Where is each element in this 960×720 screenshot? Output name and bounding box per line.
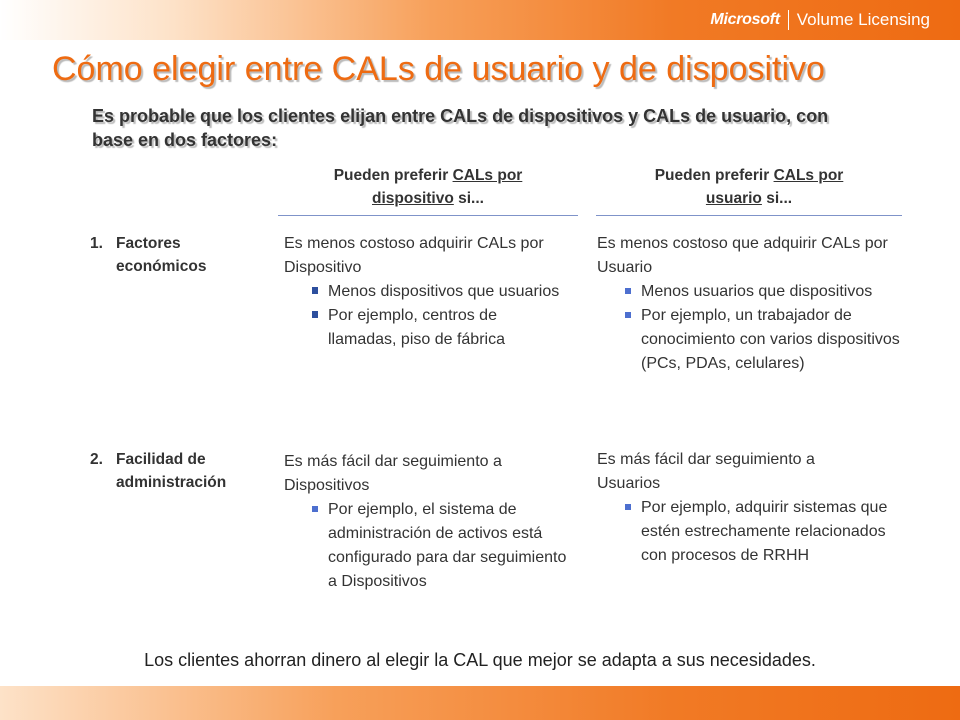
user-link-2: usuario — [705, 190, 762, 207]
footer-note: Los clientes ahorran dinero al elegir la CAL que mejor se adapta a sus necesidades. — [144, 650, 816, 670]
factor-number: 1. — [90, 235, 103, 252]
brand-divider — [788, 10, 789, 30]
factor-economic — [90, 232, 270, 278]
cell-lead: Es más fácil dar seguimiento a Usuarios — [597, 451, 815, 492]
user-link-1: CALs por — [773, 167, 844, 184]
cell-lead: Es menos costoso que adquirir CALs por Usuario — [597, 235, 888, 276]
list-item: Menos dispositivos que usuarios — [284, 280, 569, 304]
brand-company: Microsoft — [710, 11, 780, 28]
brand-logo — [710, 8, 930, 32]
intro-text: Es probable que los clientes elijan entre CALs de dispositivos y CALs de usuario, con base en dos factores: — [92, 106, 829, 150]
header-bar — [0, 0, 960, 40]
bullet-icon — [312, 311, 318, 318]
bullet-icon — [312, 506, 318, 512]
bullet-icon — [625, 288, 631, 294]
cell-economic-device — [284, 232, 569, 352]
device-link-2: dispositivo — [372, 190, 454, 207]
bullet-icon — [625, 504, 631, 510]
column-divider-user — [596, 215, 902, 216]
list-item: Menos usuarios que dispositivos — [597, 280, 932, 304]
list-item: Por ejemplo, centros de llamadas, piso de fábrica — [284, 304, 569, 352]
factor-number: 2. — [90, 451, 103, 468]
bullet-icon — [625, 312, 631, 318]
list-item: Por ejemplo, un trabajador de conocimiento con varios dispositivos (PCs, PDAs, celulares) — [597, 304, 932, 376]
cell-lead: Es menos costoso adquirir CALs por Dispositivo — [284, 235, 544, 276]
brand-product: Volume Licensing — [796, 10, 930, 29]
footer-bar — [0, 686, 960, 720]
list-item: Por ejemplo, adquirir sistemas que estén estrechamente relacionados con procesos de RRHH — [597, 496, 897, 568]
device-link-1: CALs por — [452, 167, 523, 184]
factor-label-cont: administración — [116, 474, 227, 491]
column-divider-device — [278, 215, 578, 216]
bullet-icon — [312, 287, 318, 294]
cell-management-user — [597, 448, 897, 568]
cell-economic-user — [597, 232, 932, 376]
factor-label-cont: económicos — [116, 258, 207, 275]
cell-lead: Es más fácil dar seguimiento a Dispositivos — [284, 453, 502, 494]
factor-label: Factores — [116, 235, 181, 252]
column-header-device: Pueden preferir CALs por dispositivo si... — [333, 167, 523, 207]
cell-management-device — [284, 450, 569, 594]
slide-title: Cómo elegir entre CALs de usuario y de dispositivo — [52, 50, 825, 88]
list-item: Por ejemplo, el sistema de administración de activos está configurado para dar seguimiento a Dispositivos — [284, 498, 569, 594]
factor-label: Facilidad de — [116, 451, 206, 468]
column-header-user: Pueden preferir CALs por usuario si... — [654, 167, 844, 207]
factor-management — [90, 448, 270, 494]
